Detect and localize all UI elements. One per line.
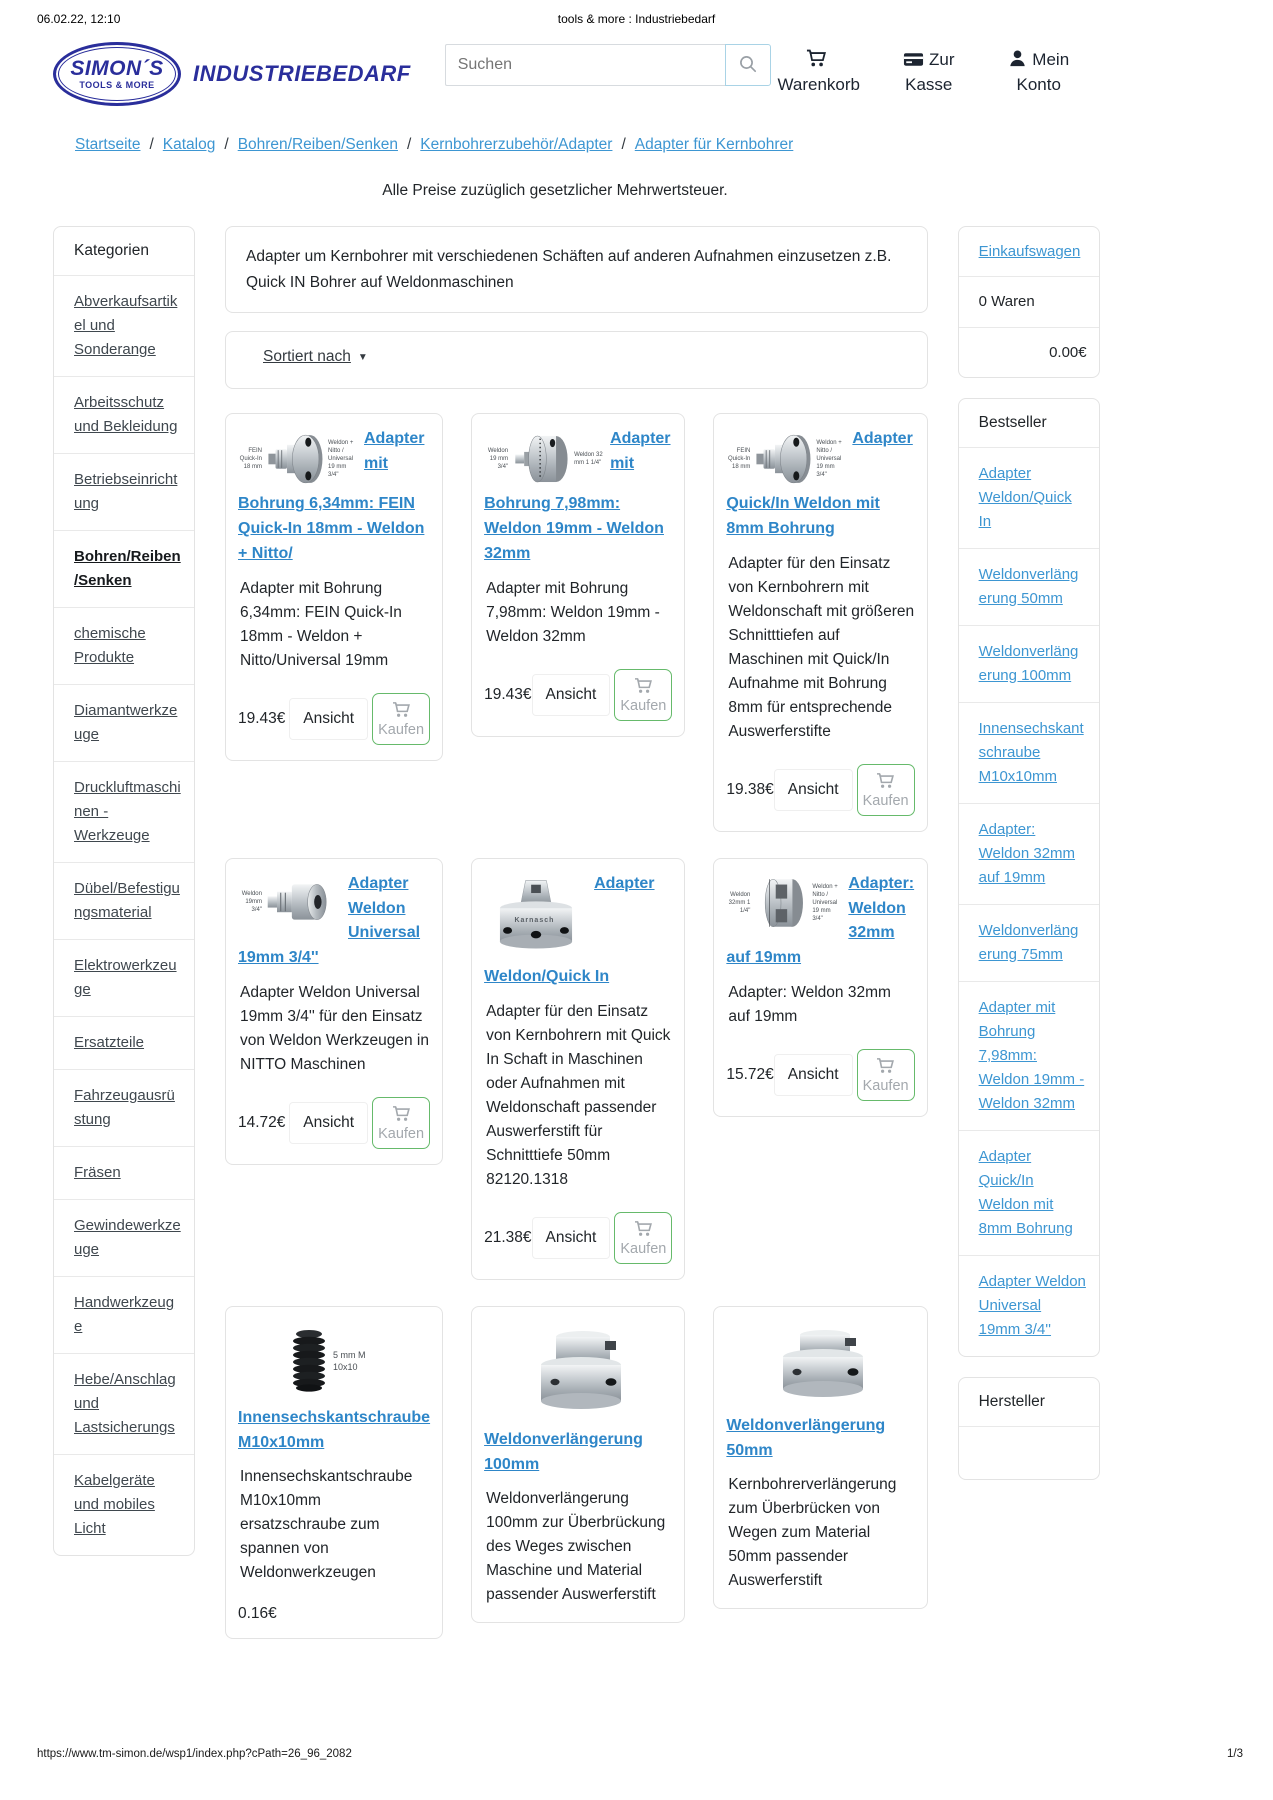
- product-actions: [238, 693, 430, 745]
- bestseller-title: Bestseller: [959, 399, 1099, 448]
- product-description: Adapter mit Bohrung 6,34mm: FEIN Quick-In 18mm - Weldon + Nitto/Universal 19mm: [240, 579, 402, 669]
- product-title-link[interactable]: Weldonverlängerung 100mm: [484, 1430, 643, 1473]
- cart-icon: [806, 50, 832, 69]
- categories-box: [53, 226, 195, 1556]
- breadcrumb-bohren[interactable]: Bohren/Reiben/Senken: [237, 136, 398, 153]
- hersteller-title: Hersteller: [959, 1378, 1099, 1427]
- sidebar-item-betriebseinrichtung[interactable]: Betriebseinrichtung: [54, 454, 194, 531]
- product-image-photo-adapter: [484, 875, 588, 961]
- category-description: [225, 226, 928, 313]
- nav-cart-label: Warenkorb: [777, 74, 860, 94]
- product-actions: [238, 1097, 430, 1149]
- sidebar-item-hebe[interactable]: Hebe/Anschlag und Lastsicherungs: [54, 1354, 194, 1455]
- product-actions: [484, 669, 672, 721]
- breadcrumb-startseite[interactable]: Startseite: [75, 136, 141, 153]
- buy-button-label: Kaufen: [378, 1126, 425, 1143]
- main-content: [225, 226, 928, 1639]
- product-top: [238, 1326, 430, 1396]
- sort-dropdown[interactable]: Sortiert nach: [263, 348, 351, 366]
- chevron-down-icon: ▼: [357, 352, 368, 364]
- nav-checkout[interactable]: [881, 48, 977, 97]
- sidebar-item-fraesen[interactable]: Fräsen: [54, 1147, 194, 1200]
- cart-icon: [634, 677, 653, 698]
- product-top: [726, 427, 914, 542]
- screw-graphic: [291, 1326, 327, 1396]
- sidebar-item-handwerkzeuge[interactable]: Handwerkzeuge: [54, 1277, 194, 1354]
- bestseller-item[interactable]: Adapter: Weldon 32mm auf 19mm: [959, 804, 1099, 905]
- product-price: 21.38€: [484, 1228, 532, 1246]
- breadcrumb: Startseite / Katalog / Bohren/Reiben/Senken / Kernbohrerzubehör/Adapter / Adapter für Kernbohrer: [75, 136, 794, 153]
- product-card: [713, 413, 927, 832]
- search-bar: [445, 44, 771, 86]
- product-description: Weldonverlängerung 100mm zur Überbrückung des Weges zwischen Maschine und Material passender Auswerferstift: [486, 1490, 666, 1604]
- sidebar-item-abverkauf[interactable]: Abverkaufsartikel und Sonderange: [54, 276, 194, 377]
- buy-button[interactable]: [372, 1097, 430, 1149]
- nav-checkout-label: Zur Kasse: [905, 50, 955, 94]
- product-card: [225, 1306, 443, 1640]
- view-button[interactable]: Ansicht: [774, 769, 853, 811]
- product-price: 19.43€: [238, 709, 286, 727]
- sidebar-item-arbeitsschutz[interactable]: Arbeitsschutz und Bekleidung: [54, 377, 194, 454]
- product-description: Adapter für den Einsatz von Kernbohrern mit Weldonschaft mit größeren Schnitttiefen auf Maschinen mit Quick/In Aufnahme mit Bohrung 8mm für entsprechende Auswerferstifte: [728, 554, 915, 740]
- product-description: Adapter mit Bohrung 7,98mm: Weldon 19mm - Weldon 32mm: [486, 579, 660, 645]
- product-actions: [484, 1212, 672, 1264]
- print-datetime: 06.02.22, 12:10: [37, 12, 121, 26]
- product-card: [713, 858, 927, 1117]
- cart-icon: [392, 701, 411, 722]
- product-card: [713, 1306, 927, 1610]
- site-header: [53, 42, 1070, 106]
- product-card: [471, 858, 685, 1280]
- product-price: 14.72€: [238, 1114, 286, 1132]
- drum-diagram-graphic: [510, 430, 572, 488]
- product-card: [225, 413, 443, 760]
- product-title-link[interactable]: Adapter Weldon Universal 19mm 3/4'': [238, 874, 421, 967]
- brand-engraving: Karnasch: [514, 917, 555, 925]
- product-title-link[interactable]: Adapter Quick/In Weldon mit 8mm Bohrung: [726, 430, 913, 537]
- nav-account[interactable]: [991, 48, 1087, 97]
- sidebar-item-gewinde[interactable]: Gewindewerkzeuge: [54, 1200, 194, 1277]
- product-image-drum-diagram: Weldon 32mm 1 1/4" Weldon + Nitto / Universal 19 mm 3/4": [726, 875, 842, 931]
- buy-button-label: Kaufen: [620, 697, 667, 714]
- cart-icon: [392, 1105, 411, 1126]
- flange-diagram-graphic: [752, 430, 814, 488]
- footer-url: https://www.tm-simon.de/wsp1/index.php?cPath=26_96_2082: [37, 1748, 352, 1760]
- product-image-flange-diagram: FEIN Quick-In 18 mm Weldon + Nitto / Universal 19 mm 3/4": [238, 430, 358, 488]
- bestseller-item[interactable]: Innensechskantschraube M10x10mm: [959, 703, 1099, 804]
- cart-icon: [634, 1220, 653, 1241]
- categories-title: Kategorien: [54, 227, 194, 276]
- product-title-link[interactable]: Weldonverlängerung 50mm: [726, 1416, 886, 1459]
- product-grid: [225, 413, 928, 1639]
- nav-account-label: Mein Konto: [1016, 50, 1070, 94]
- product-image-cylinder: [484, 1326, 672, 1418]
- product-card: [225, 858, 443, 1165]
- product-actions: [726, 1049, 914, 1101]
- logo-oval: [53, 42, 181, 106]
- product-top: [238, 872, 430, 971]
- logo[interactable]: [53, 42, 411, 106]
- chrome-adapter-graphic: [264, 875, 342, 929]
- categories-sidebar: [53, 226, 195, 1556]
- print-header: [0, 0, 1273, 26]
- product-image-screw: 5 mm M 10x10: [238, 1326, 430, 1396]
- product-top: [484, 1326, 672, 1418]
- hersteller-empty: [959, 1427, 1099, 1479]
- bestseller-item[interactable]: Weldonverlängerung 100mm: [959, 626, 1099, 703]
- buy-button[interactable]: [614, 1212, 672, 1264]
- bestseller-item[interactable]: Adapter Weldon/Quick In: [959, 448, 1099, 549]
- user-icon: [1008, 50, 1032, 69]
- product-card: [471, 1306, 685, 1624]
- product-top: [484, 872, 672, 990]
- buy-button-label: Kaufen: [862, 1078, 909, 1095]
- cart-icon: [876, 772, 895, 793]
- sidebar-item-duebel[interactable]: Dübel/Befestigungsmaterial: [54, 863, 194, 940]
- cylinder-graphic: [519, 1326, 637, 1418]
- product-price: 19.38€: [726, 780, 774, 798]
- credit-card-icon: [903, 50, 929, 69]
- sidebar-item-kabelgeraete[interactable]: Kabelgeräte und mobiles Licht: [74, 1472, 155, 1537]
- view-button[interactable]: Ansicht: [774, 1054, 853, 1096]
- bestseller-item[interactable]: Adapter Quick/In Weldon mit 8mm Bohrung: [959, 1131, 1099, 1256]
- product-description: Adapter Weldon Universal 19mm 3/4'' für den Einsatz von Weldon Werkzeugen in NITTO Maschinen: [240, 984, 429, 1074]
- view-button[interactable]: Ansicht: [289, 698, 368, 740]
- product-title-link[interactable]: Adapter Weldon/Quick In: [484, 874, 655, 985]
- logo-brand: SIMON´S: [70, 57, 164, 80]
- product-top: [726, 872, 914, 971]
- breadcrumb-kernbohrerzubehoer[interactable]: Kernbohrerzubehör/Adapter: [420, 136, 613, 153]
- sidebar-item-ersatzteile[interactable]: Ersatzteile: [54, 1017, 194, 1070]
- product-description: Adapter für den Einsatz von Kernbohrern mit Quick In Schaft in Maschinen oder Aufnahmen mit Weldonschaft passender Auswerferstift für Schnitttiefe 50mm 82120.1318: [486, 1002, 671, 1188]
- product-top: [484, 427, 672, 566]
- cart-link-row[interactable]: [959, 227, 1099, 277]
- bestseller-item[interactable]: Adapter mit Bohrung 7,98mm: Weldon 19mm - Weldon 32mm: [959, 982, 1099, 1131]
- view-button[interactable]: Ansicht: [532, 674, 611, 716]
- right-sidebar: [958, 226, 1100, 1480]
- sidebar-item-druckluft[interactable]: Druckluftmaschinen - Werkzeuge: [54, 762, 194, 863]
- tax-note: Alle Preise zuzüglich gesetzlicher Mehrwertsteuer.: [382, 182, 728, 199]
- product-title-link[interactable]: Innensechskantschraube M10x10mm: [238, 1408, 431, 1451]
- cart-box: [958, 226, 1100, 378]
- sidebar-item-fahrzeug[interactable]: Fahrzeugausrüstung: [54, 1070, 194, 1147]
- search-input[interactable]: [445, 44, 725, 86]
- buy-button[interactable]: [857, 1049, 915, 1101]
- product-card: [471, 413, 685, 736]
- content-columns: [53, 226, 1273, 1639]
- cart-count: 0 Waren: [959, 277, 1099, 327]
- drum-diagram-graphic: [752, 875, 810, 931]
- product-actions: [726, 764, 914, 816]
- sidebar-item-elektro[interactable]: Elektrowerkzeuge: [54, 940, 194, 1017]
- breadcrumb-adapter[interactable]: Adapter für Kernbohrer: [634, 136, 794, 153]
- cart-total: 0.00€: [1049, 343, 1087, 361]
- cart-link[interactable]: Einkaufswagen: [978, 243, 1081, 260]
- cylinder-graphic: [761, 1326, 879, 1404]
- bestseller-box: [958, 398, 1100, 1357]
- nav-cart[interactable]: [771, 48, 867, 97]
- cart-icon: [876, 1057, 895, 1078]
- view-button[interactable]: Ansicht: [289, 1102, 368, 1144]
- product-top: [726, 1326, 914, 1404]
- buy-button-label: Kaufen: [862, 792, 909, 809]
- photo-adapter-graphic: [484, 875, 588, 961]
- category-description-text: Adapter um Kernbohrer mit verschiedenen Schäften auf anderen Aufnahmen einzusetzen z.B. Quick IN Bohrer auf Weldonmaschinen: [246, 248, 892, 291]
- hersteller-box: [958, 1377, 1100, 1480]
- document-title: tools & more : Industriebedarf: [557, 12, 716, 26]
- bestseller-item[interactable]: Adapter Weldon Universal 19mm 3/4'': [978, 1272, 1086, 1338]
- product-price: 19.43€: [484, 685, 532, 703]
- search-button[interactable]: [725, 44, 771, 86]
- logo-subtitle: TOOLS & MORE: [79, 80, 155, 90]
- product-price: 0.16€: [238, 1605, 277, 1623]
- product-actions: [238, 1605, 430, 1623]
- page-indicator: 1/3: [1227, 1748, 1243, 1760]
- product-description: Adapter: Weldon 32mm auf 19mm: [728, 984, 891, 1026]
- product-title-link[interactable]: Adapter mit Bohrung 6,34mm: FEIN Quick-In 18mm - Weldon + Nitto/: [238, 430, 425, 562]
- product-image-cylinder: [726, 1326, 914, 1404]
- bestseller-item[interactable]: Weldonverlängerung 75mm: [959, 905, 1099, 982]
- product-description: Kernbohrerverlängerung zum Überbrücken von Wegen zum Material 50mm passender Auswerferstift: [728, 1476, 897, 1590]
- buy-button-label: Kaufen: [378, 721, 425, 738]
- sidebar-item-bohren-active[interactable]: Bohren/Reiben/Senken: [54, 531, 194, 608]
- search-icon: [738, 54, 758, 77]
- product-title-link[interactable]: Adapter: Weldon 32mm auf 19mm: [726, 874, 915, 967]
- bestseller-item[interactable]: Weldonverlängerung 50mm: [959, 549, 1099, 626]
- buy-button[interactable]: [857, 764, 915, 816]
- buy-button[interactable]: [614, 669, 672, 721]
- flange-diagram-graphic: [264, 430, 326, 488]
- sort-bar: [225, 331, 928, 389]
- product-image-drum-diagram: Weldon 19 mm 3/4" Weldon 32 mm 1 1/4": [484, 430, 604, 488]
- product-description: Innensechskantschraube M10x10mm ersatzschraube zum spannen von Weldonwerkzeugen: [240, 1468, 413, 1582]
- breadcrumb-katalog[interactable]: Katalog: [162, 136, 216, 153]
- print-footer: [37, 1748, 1243, 1760]
- logo-wordmark: INDUSTRIEBEDARF: [193, 61, 411, 86]
- product-top: [238, 427, 430, 566]
- buy-button[interactable]: [372, 693, 430, 745]
- sidebar-item-chemische[interactable]: chemische Produkte: [54, 608, 194, 685]
- product-image-chrome-adapter: Weldon 19mm 3/4": [238, 875, 342, 929]
- header-nav: [771, 42, 1087, 97]
- view-button[interactable]: Ansicht: [532, 1217, 611, 1259]
- buy-button-label: Kaufen: [620, 1240, 667, 1257]
- product-image-flange-diagram: FEIN Quick-In 18 mm Weldon + Nitto / Universal 19 mm 3/4": [726, 430, 846, 488]
- product-title-link[interactable]: Adapter mit Bohrung 7,98mm: Weldon 19mm - Weldon 32mm: [484, 430, 671, 562]
- product-price: 15.72€: [726, 1066, 774, 1084]
- sidebar-item-diamant[interactable]: Diamantwerkzeuge: [54, 685, 194, 762]
